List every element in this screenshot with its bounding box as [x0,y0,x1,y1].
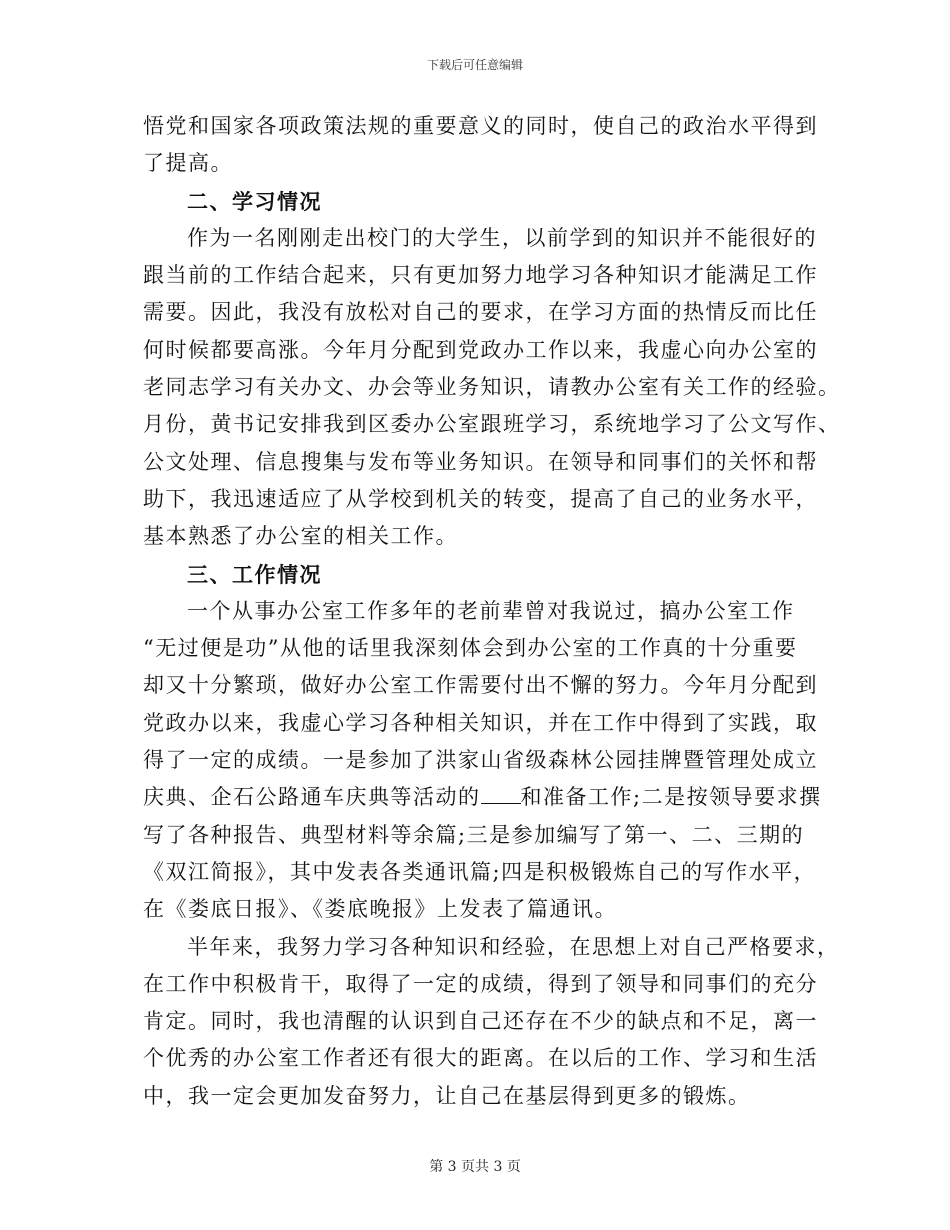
paragraph-line-text: 庆典、企石公路通车庆典等活动的 [143,785,481,810]
paragraph-line: 老同志学习有关办文、办会等业务知识，请教办公室有关工作的经验。 [143,375,841,400]
paragraph-line [143,779,822,816]
paragraph-line: 需要。因此，我没有放松对自己的要求，在学习方面的热情反而比任 [143,300,818,325]
paragraph-line: 肯定。同时，我也清醒的认识到自己还存在不少的缺点和不足，离一 [143,1009,818,1034]
page-footer: 第 3 页共 3 页 [429,1159,521,1175]
paragraph-line: 《双江简报》，其中发表各类通讯篇;四是积极锻炼自己的写作水平， [143,859,817,884]
paragraph-line: 悟党和国家各项政策法规的重要意义的同时，使自己的政治水平得到 [143,114,818,138]
fill-in-blank [481,785,521,804]
document-body [143,108,841,1115]
paragraph-line: 跟当前的工作结合起来，只有更加努力地学习各种知识才能满足工作 [143,263,818,288]
paragraph-line: 作为一名刚刚走出校门的大学生，以前学到的知识并不能很好的 [187,225,817,250]
paragraph-line: “无过便是功”从他的话里我深刻体会到办公室的工作真的十分重要 [143,636,798,661]
paragraph-line: 助下，我迅速适应了从学校到机关的转变，提高了自己的业务水平， [143,486,818,511]
paragraph-line: 何时候都要高涨。今年月分配到党政办工作以来，我虚心向办公室的 [143,337,818,362]
paragraph-line: 基本熟悉了办公室的相关工作。 [143,524,458,549]
paragraph-line: 一个从事办公室工作多年的老前辈曾对我说过，搞办公室工作 [187,598,795,623]
paragraph-line: 得了一定的成绩。一是参加了洪家山省级森林公园挂牌暨管理处成立 [143,748,818,773]
paragraph-line: 写了各种报告、典型材料等余篇;三是参加编写了第一、二、三期的 [143,822,805,847]
paragraph-line: 在工作中积极肯干，取得了一定的成绩，得到了领导和同事们的充分 [143,971,818,996]
paragraph-line: 半年来，我努力学习各种知识和经验，在思想上对自己严格要求， [187,934,840,959]
section-heading-study: 二、学习情况 [187,188,322,214]
paragraph-line: 公文处理、信息搜集与发布等业务知识。在领导和同事们的关怀和帮 [143,449,818,474]
paragraph-line: 个优秀的办公室工作者还有很大的距离。在以后的工作、学习和生活 [143,1046,818,1071]
section-heading-work: 三、工作情况 [187,561,322,587]
page-header: 下载后可任意编辑 [426,58,523,72]
paragraph-line: 党政办以来，我虚心学习各种相关知识，并在工作中得到了实践，取 [143,710,818,735]
paragraph-line: 中，我一定会更加发奋努力，让自己在基层得到更多的锻炼。 [143,1083,751,1108]
paragraph-line: 却又十分繁琐，做好办公室工作需要付出不懈的努力。今年月分配到 [143,673,818,698]
paragraph-line: 了提高。 [143,151,233,176]
paragraph-line-text: 和准备工作;二是按领导要求撰 [520,785,822,810]
paragraph-line: 月份，黄书记安排我到区委办公室跟班学习，系统地学习了公文写作、 [143,412,841,437]
paragraph-line: 在《娄底日报》、《娄底晚报》上发表了篇通讯。 [143,897,617,922]
